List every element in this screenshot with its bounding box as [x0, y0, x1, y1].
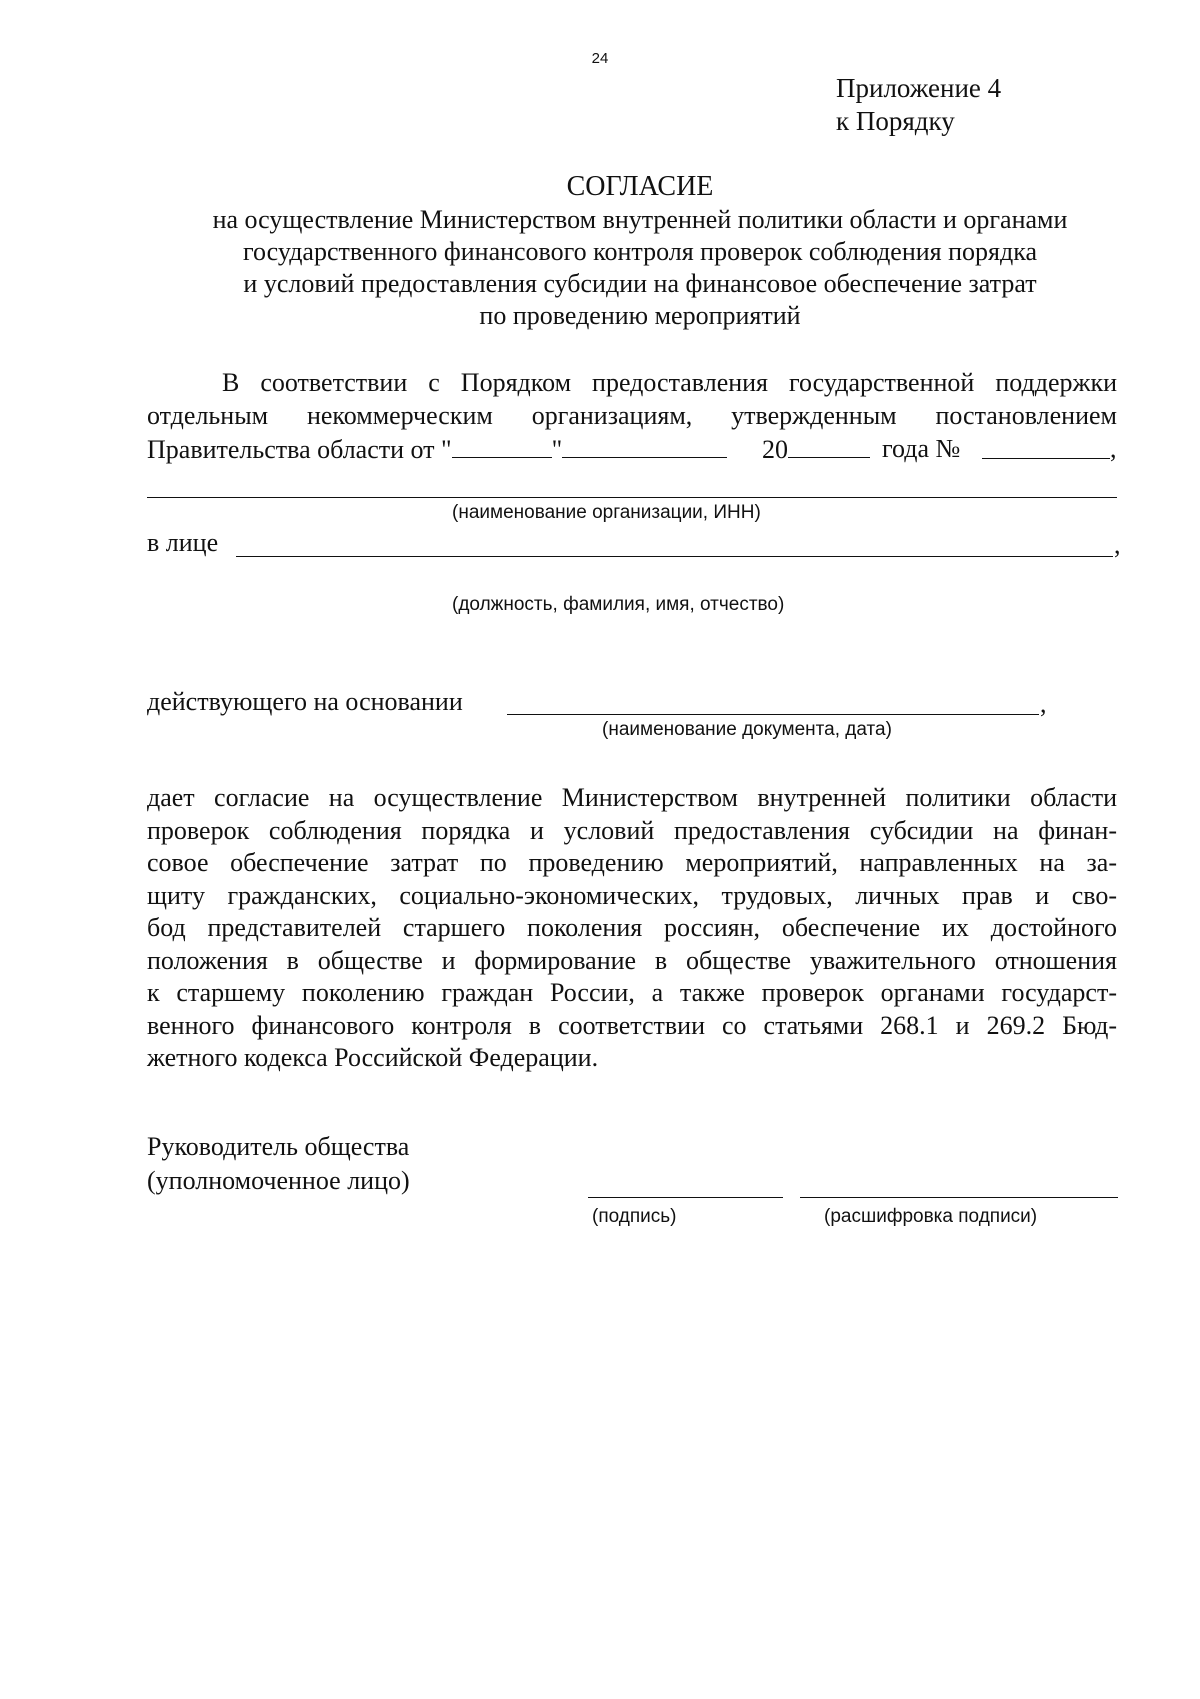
basis-comma: , [1040, 689, 1047, 718]
date-prefix-text: Правительства области от " [147, 435, 452, 464]
intro-line-3 [147, 433, 727, 466]
signature-decode-field[interactable] [800, 1197, 1118, 1198]
subtitle-line: государственного финансового контроля проверок соблюдения порядка [242, 237, 1038, 266]
quote-close-text: " [551, 435, 563, 464]
body-line: дает согласие на осуществление Министерством внутренней политики области [147, 783, 1117, 812]
body-line: совое обеспечение затрат по проведению мероприятий, направленных на за- [147, 848, 1117, 877]
day-field[interactable] [452, 433, 552, 458]
basis-label: действующего на основании [147, 687, 463, 716]
basis-document-field[interactable] [507, 714, 1039, 715]
year-prefix-text: 20 [762, 435, 788, 464]
month-field[interactable] [562, 433, 727, 458]
signatory-title [147, 1130, 410, 1198]
organization-caption: (наименование организации, ИНН) [452, 502, 761, 523]
appendix-line-2: к Порядку [836, 106, 955, 136]
signature-caption: (подпись) [592, 1206, 677, 1227]
body-line: положения в обществе и формирование в обществе уважительного отношения [147, 945, 1117, 975]
representative-field[interactable] [236, 556, 1113, 557]
signature-decode-caption: (расшифровка подписи) [824, 1206, 1038, 1227]
organization-field[interactable] [147, 497, 1117, 498]
page-number: 24 [591, 50, 609, 67]
subtitle-line: по проведению мероприятий [479, 301, 801, 330]
signature-field[interactable] [588, 1197, 783, 1198]
body-line: бод представителей старшего поколения россиян, обеспечение их достойного [147, 913, 1117, 942]
body-line: жетного кодекса Российской Федерации. [147, 1043, 599, 1072]
consent-body [147, 782, 1117, 1075]
number-label: года № [882, 434, 961, 463]
intro-line-1: В соответствии с Порядком предоставления государственной поддержки [222, 368, 1117, 397]
body-line: к старшему поколению граждан России, а также проверок органами государст- [147, 978, 1117, 1007]
appendix-reference [836, 72, 1001, 138]
year-group [762, 433, 870, 466]
number-group [882, 433, 960, 465]
number-field[interactable] [982, 458, 1110, 459]
appendix-line-1: Приложение 4 [836, 73, 1002, 103]
body-line: щиту гражданских, социально-экономических, трудовых, личных прав и сво- [147, 880, 1117, 910]
subtitle-line: и условий предоставления субсидии на финансовое обеспечение затрат [243, 269, 1037, 298]
signatory-line-1: Руководитель общества [147, 1132, 410, 1161]
intro-comma: , [1110, 434, 1117, 463]
body-line: проверок соблюдения порядка и условий предоставления субсидии на финан- [147, 815, 1117, 845]
year-field[interactable] [788, 433, 870, 458]
face-label: в лице [147, 528, 219, 557]
face-comma: , [1114, 530, 1121, 559]
body-line: венного финансового контроля в соответствии со статьями 268.1 и 269.2 Бюд- [147, 1010, 1117, 1040]
document-subtitle [120, 204, 1160, 332]
document-caption: (наименование документа, дата) [602, 719, 892, 740]
intro-line-2: отдельным некоммерческим организациям, утвержденным постановлением [147, 401, 1117, 430]
subtitle-line: на осуществление Министерством внутренней политики области и органами [212, 205, 1068, 234]
document-title: СОГЛАСИЕ [566, 171, 714, 202]
position-caption: (должность, фамилия, имя, отчество) [452, 594, 785, 615]
signatory-line-2: (уполномоченное лицо) [147, 1166, 410, 1195]
